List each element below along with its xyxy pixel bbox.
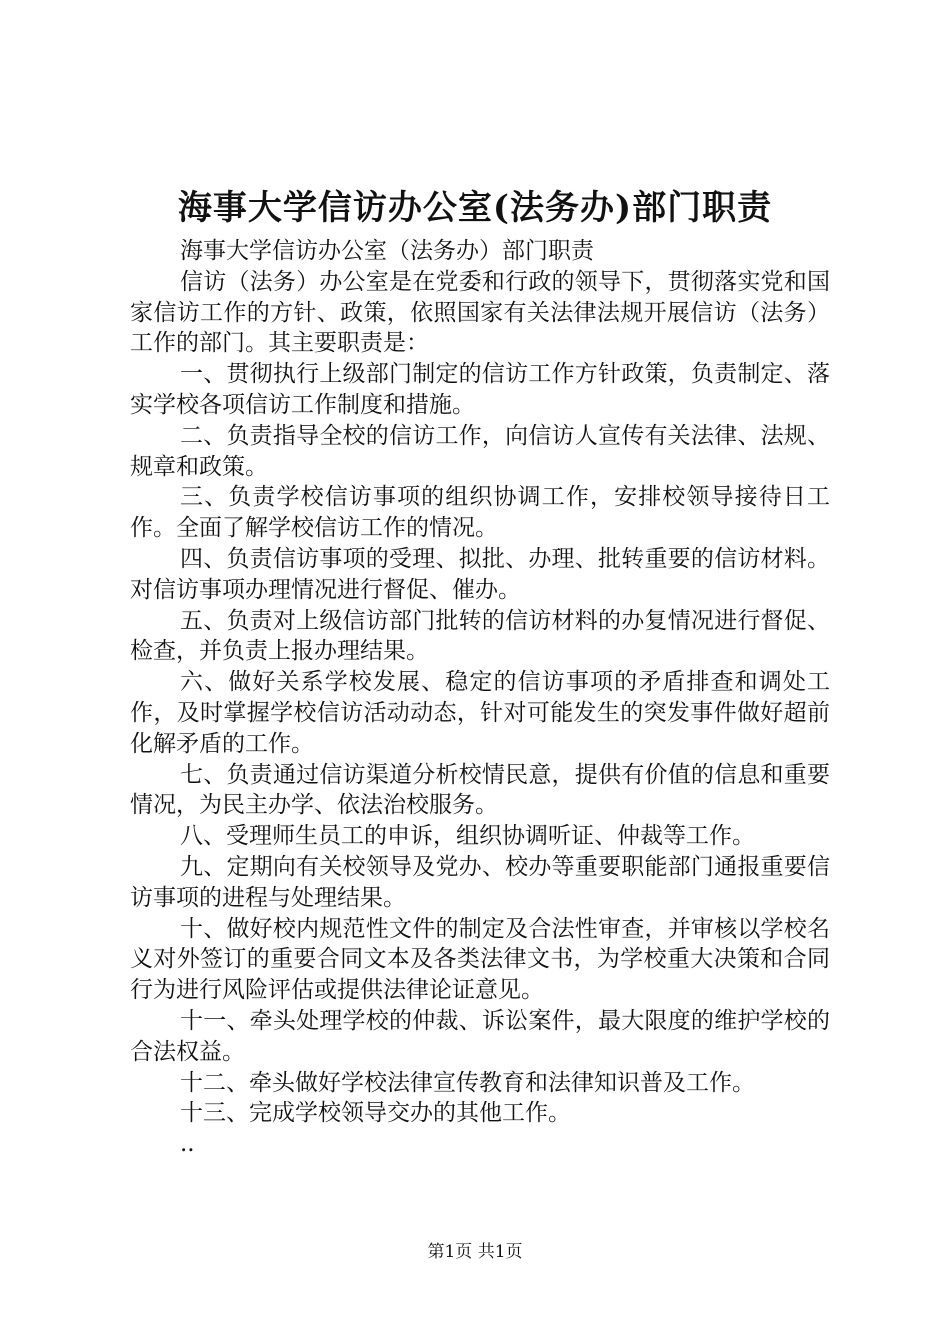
paragraph-ellipsis: .. xyxy=(180,1131,195,1158)
paragraph-item-1: 一、贯彻执行上级部门制定的信访工作方针政策，负责制定、落实学校各项信访工作制度和措施。 xyxy=(130,361,830,418)
paragraph-item-13: 十三、完成学校领导交办的其他工作。 xyxy=(180,1100,571,1127)
paragraph-item-9: 九、定期向有关校领导及党办、校办等重要职能部门通报重要信访事项的进程与处理结果。 xyxy=(130,853,830,911)
paragraph-item-5: 五、负责对上级信访部门批转的信访材料的办复情况进行督促、检查，并负责上报办理结果。 xyxy=(130,607,830,665)
paragraph-item-6: 六、做好关系学校发展、稳定的信访事项的矛盾排查和调处工作，及时掌握学校信访活动动态，针对可能发生的突发事件做好超前化解矛盾的工作。 xyxy=(130,669,830,757)
page-footer xyxy=(0,1240,950,1264)
paragraph-item-2: 二、负责指导全校的信访工作，向信访人宣传有关法律、法规、规章和政策。 xyxy=(130,422,830,480)
paragraph-item-7: 七、负责通过信访渠道分析校情民意，提供有价值的信息和重要情况，为民主办学、依法治校服务。 xyxy=(130,761,830,819)
paragraph-intro: 信访（法务）办公室是在党委和行政的领导下，贯彻落实党和国家信访工作的方针、政策，依照国家有关法律法规开展信访（法务）工作的部门。其主要职责是： xyxy=(130,268,830,357)
paragraph-item-3: 三、负责学校信访事项的组织协调工作，安排校领导接待日工作。全面了解学校信访工作的情况。 xyxy=(130,484,830,542)
paragraph-item-8: 八、受理师生员工的申诉，组织协调听证、仲裁等工作。 xyxy=(180,823,755,850)
paragraph-item-11: 十一、牵头处理学校的仲裁、诉讼案件，最大限度的维护学校的合法权益。 xyxy=(130,1007,830,1065)
paragraph-item-12: 十二、牵头做好学校法律宣传教育和法律知识普及工作。 xyxy=(180,1069,755,1096)
page-number-label: 第1页 共1页 xyxy=(427,1242,523,1262)
paragraph-item-10: 十、做好校内规范性文件的制定及合法性审查，并审核以学校名义对外签订的重要合同文本及各类法律文书，为学校重大决策和合同行为进行风险评估或提供法律论证意见。 xyxy=(130,915,830,1004)
paragraph-subtitle: 海事大学信访办公室（法务办）部门职责 xyxy=(180,238,594,264)
document-title: 海事大学信访办公室(法务办)部门职责 xyxy=(177,188,773,228)
paragraph-item-4: 四、负责信访事项的受理、拟批、办理、批转重要的信访材料。对信访事项办理情况进行督促、催办。 xyxy=(130,545,830,603)
document-body xyxy=(130,236,830,1160)
